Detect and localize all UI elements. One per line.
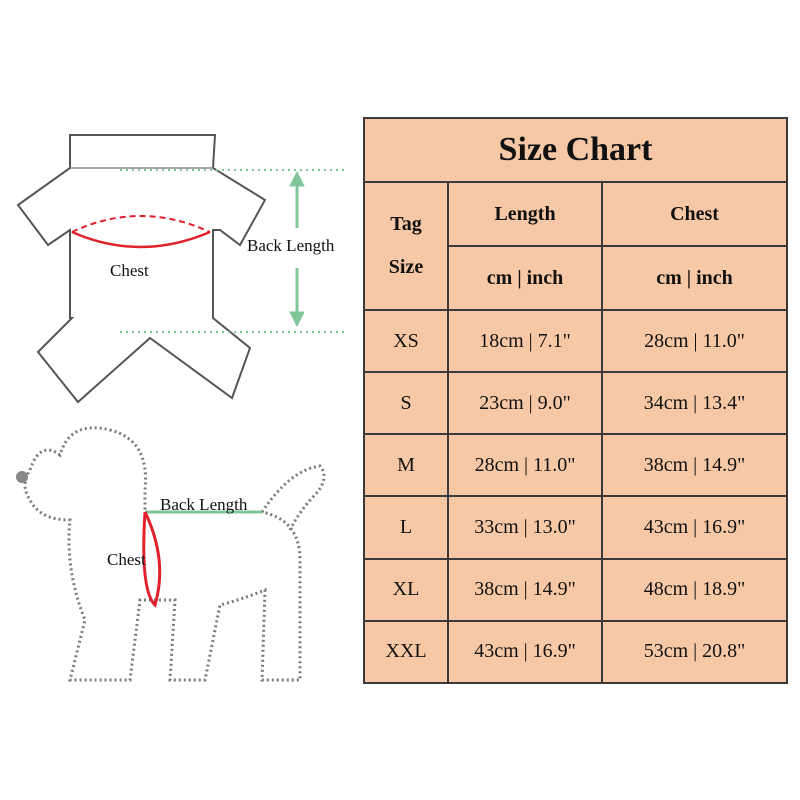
chest-cell: 38cm | 14.9" — [602, 434, 787, 496]
table-row — [364, 434, 787, 496]
length-cell: 38cm | 14.9" — [448, 559, 602, 621]
size-cell: S — [364, 372, 448, 434]
dog-chest-label: Chest — [107, 550, 146, 569]
chest-cell: 34cm | 13.4" — [602, 372, 787, 434]
length-cell: 28cm | 11.0" — [448, 434, 602, 496]
length-header: Length — [448, 182, 602, 246]
chest-cell: 53cm | 20.8" — [602, 621, 787, 683]
chest-cell: 43cm | 16.9" — [602, 496, 787, 558]
length-unit: cm | inch — [448, 246, 602, 310]
dog-illustration — [25, 428, 324, 680]
size-cell: XS — [364, 310, 448, 372]
size-cell: XL — [364, 559, 448, 621]
length-cell: 23cm | 9.0" — [448, 372, 602, 434]
shirt-back-length-label: Back Length — [247, 236, 335, 255]
tag-header-line2: Size — [388, 256, 424, 278]
size-cell: XXL — [364, 621, 448, 683]
chest-cell: 28cm | 11.0" — [602, 310, 787, 372]
table-row — [364, 310, 787, 372]
length-cell: 43cm | 16.9" — [448, 621, 602, 683]
table-row — [364, 621, 787, 683]
diagram-graphics — [0, 0, 360, 800]
table-row — [364, 372, 787, 434]
size-chart-table — [363, 117, 788, 684]
tag-header-line1: Tag — [390, 213, 422, 235]
measurement-diagram — [0, 0, 360, 800]
table-row — [364, 559, 787, 621]
dog-nose — [16, 471, 28, 483]
chest-cell: 48cm | 18.9" — [602, 559, 787, 621]
table-header-row — [364, 182, 787, 246]
size-cell: L — [364, 496, 448, 558]
table-row — [364, 496, 787, 558]
length-cell: 18cm | 7.1" — [448, 310, 602, 372]
chest-unit: cm | inch — [602, 246, 787, 310]
length-cell: 33cm | 13.0" — [448, 496, 602, 558]
dog-back-length-label: Back Length — [160, 495, 248, 514]
table-title: Size Chart — [364, 118, 787, 182]
chest-header: Chest — [602, 182, 787, 246]
size-cell: M — [364, 434, 448, 496]
tag-size-header — [364, 182, 448, 310]
table-title-row — [364, 118, 787, 182]
shirt-chest-label: Chest — [110, 261, 149, 280]
dog-chest-ring — [144, 512, 160, 605]
